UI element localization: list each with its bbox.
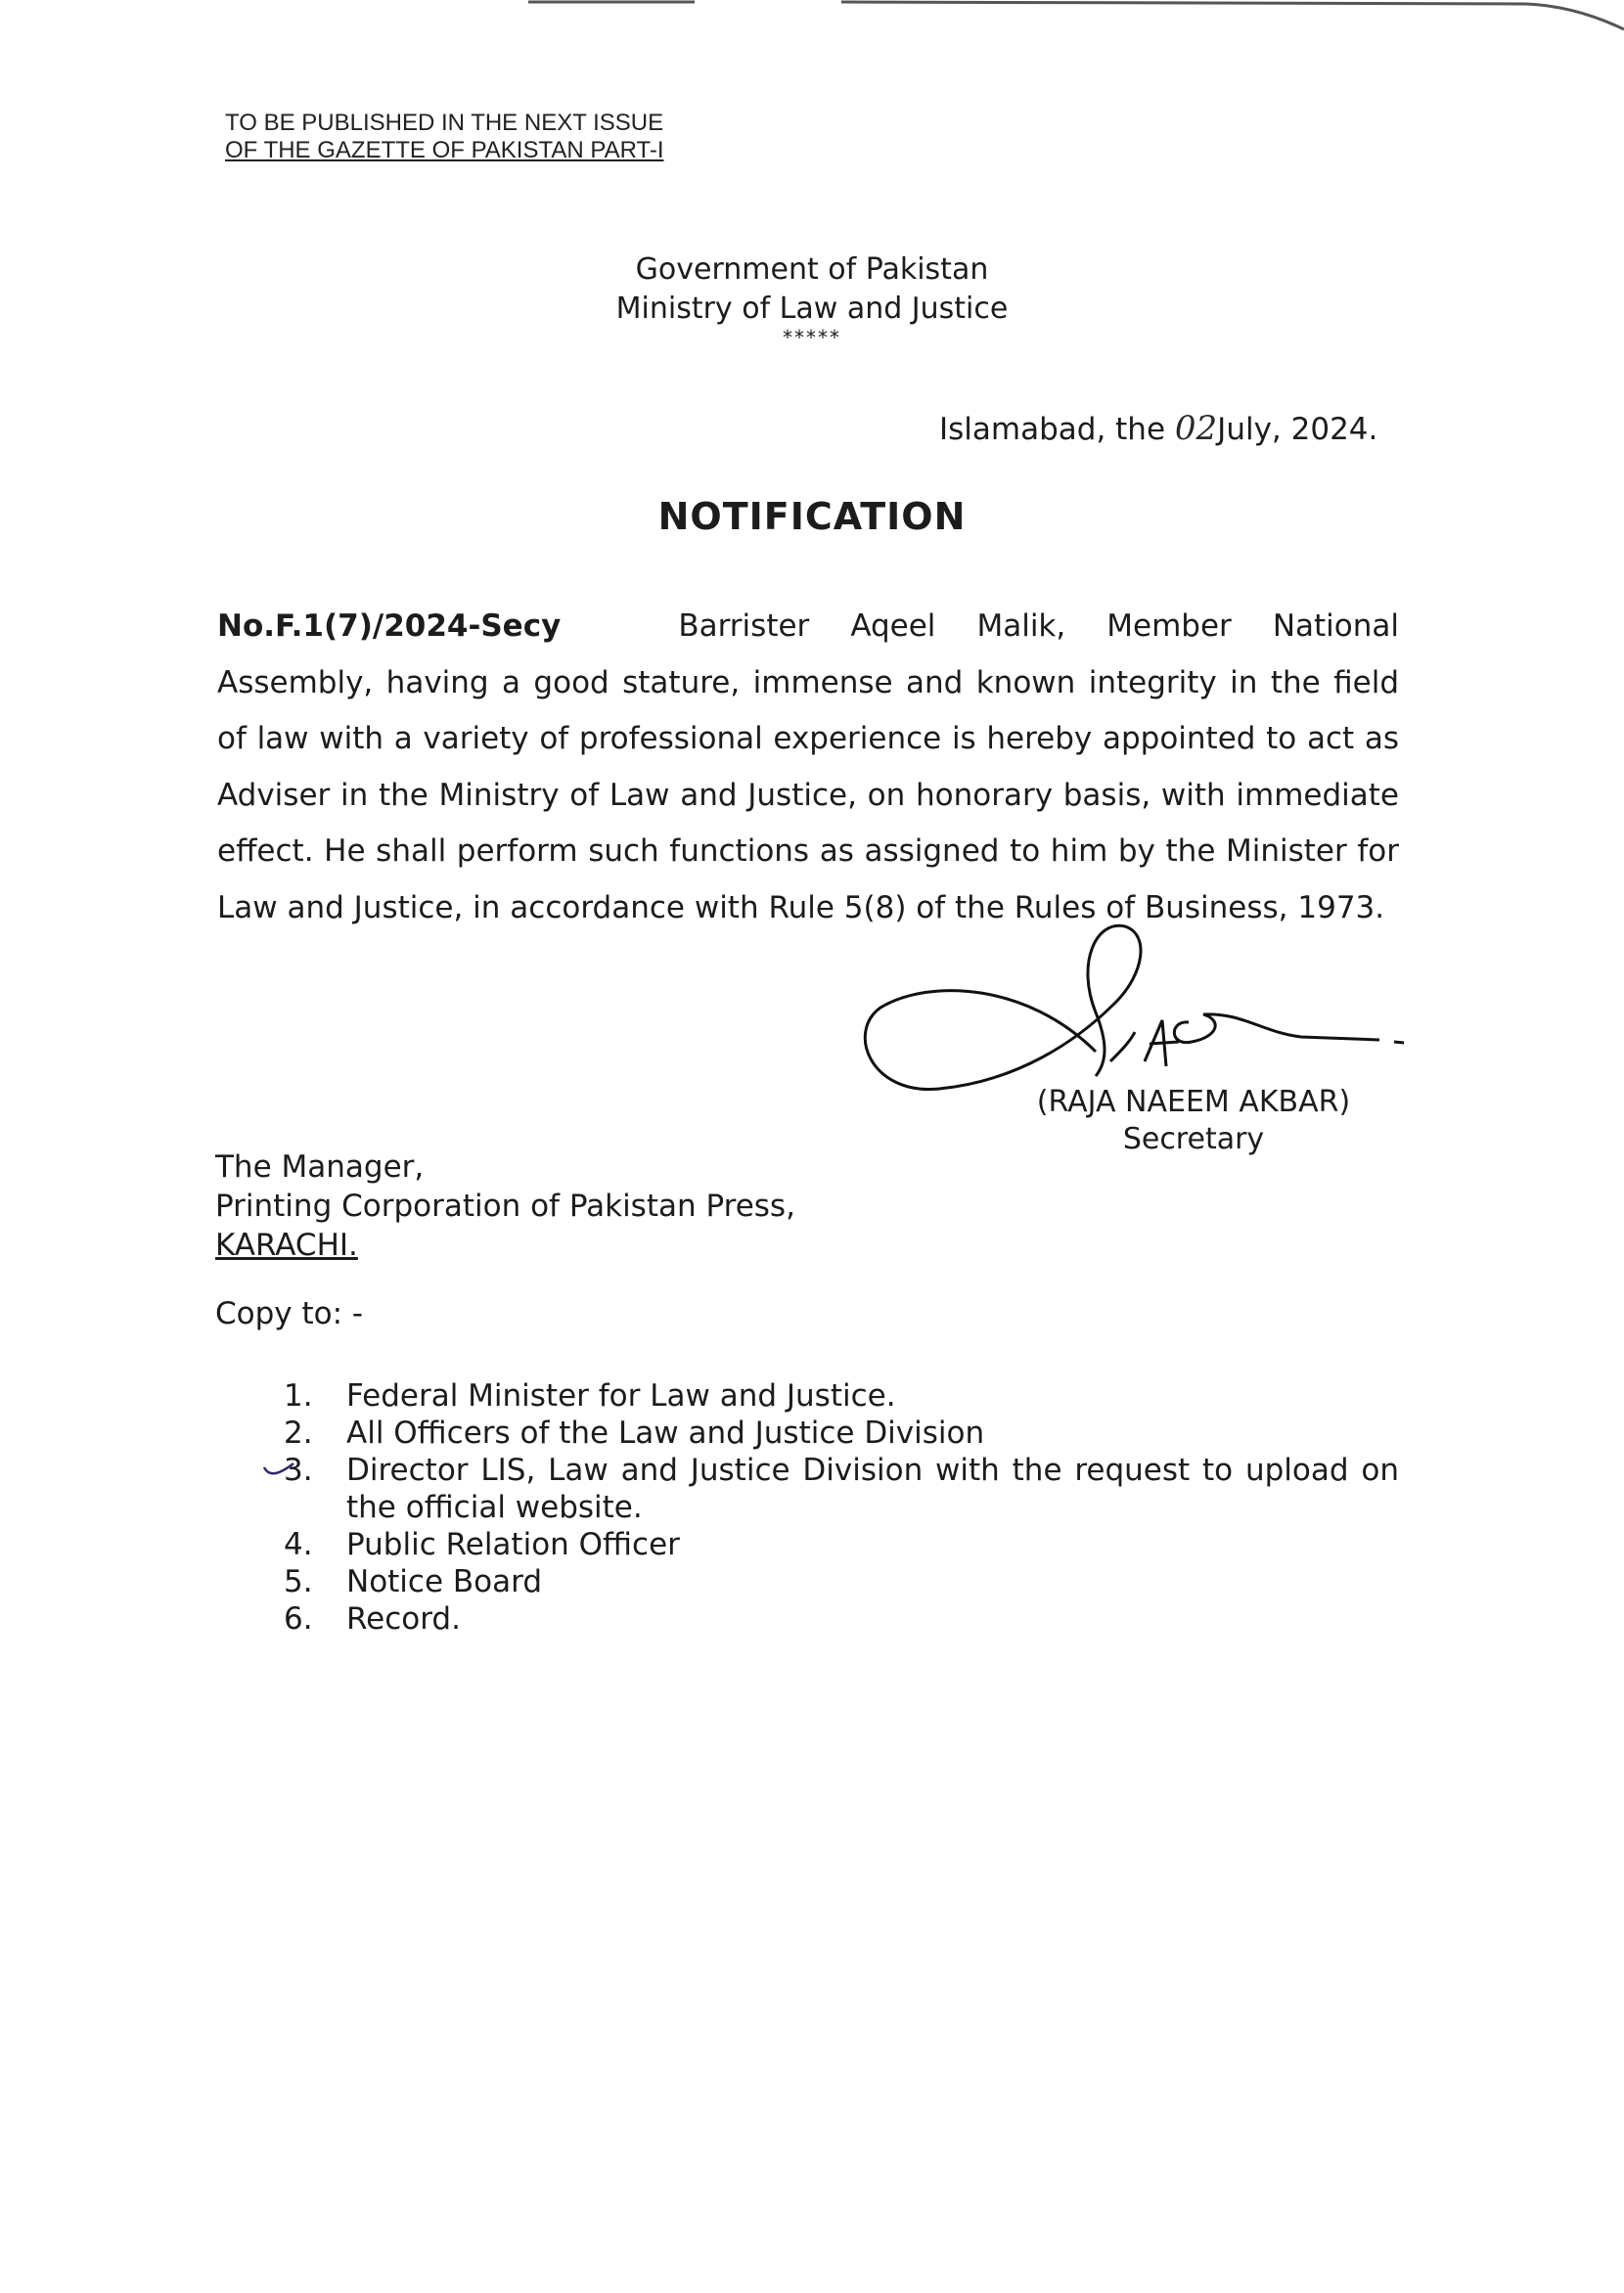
list-item-text: All Officers of the Law and Justice Division (346, 1416, 985, 1451)
list-item-number: 6. (284, 1601, 313, 1637)
copy-to-label: Copy to: - (215, 1296, 364, 1331)
date-suffix: July, 2024. (1217, 412, 1378, 447)
signatory-name: (RAJA NAEEM AKBAR) (1036, 1085, 1351, 1119)
date-prefix: Islamabad, the (939, 412, 1166, 447)
handwritten-tick-mark (262, 1460, 295, 1479)
list-item-number: 2. (284, 1416, 313, 1451)
list-item-number: 4. (284, 1527, 313, 1562)
list-item-text: Director LIS, Law and Justice Division with the request to upload on the official website. (346, 1453, 1399, 1525)
list-item (284, 1452, 1399, 1526)
ministry-name: Ministry of Law and Justice (615, 292, 1009, 326)
notification-body (217, 599, 1399, 936)
list-item (284, 1415, 1399, 1452)
list-item (284, 1526, 1399, 1563)
list-item-number: 5. (284, 1564, 313, 1599)
header-stars: ***** (783, 326, 841, 349)
scan-edge-line (0, 0, 1624, 39)
addressee-line-1: The Manager, (215, 1149, 425, 1185)
signatory-designation: Secretary (1122, 1122, 1265, 1156)
letterhead (548, 250, 1076, 349)
notification-number: No.F.1(7)/2024-Secy (217, 608, 562, 644)
list-item (284, 1563, 1399, 1600)
notification-text: Barrister Aqeel Malik, Member National Assembly, having a good stature, immense and known integrity in the field of law with a variety of professional experience is hereby appointed to act as Adviser in the Ministry of Law and Justice, on honorary basis, with immediate effect. He shall perform such functions as assigned to him by the Minister for Law and Justice, in accordance with Rule 5(8) of the Rules of Business, 1973. (217, 608, 1400, 925)
signature-image (851, 905, 1419, 1105)
list-item-text: Public Relation Officer (346, 1527, 680, 1562)
gazette-line-1: TO BE PUBLISHED IN THE NEXT ISSUE (225, 110, 664, 136)
list-item (284, 1377, 1399, 1415)
copy-to-list (284, 1377, 1399, 1638)
gazette-note (225, 110, 664, 164)
list-item-number: 1. (284, 1378, 313, 1414)
list-item-number: 3. (284, 1453, 313, 1488)
list-item-text: Federal Minister for Law and Justice. (346, 1378, 896, 1414)
list-item-text: Notice Board (346, 1564, 543, 1599)
gazette-line-2: OF THE GAZETTE OF PAKISTAN PART-I (225, 137, 664, 163)
signatory-block (998, 1084, 1389, 1158)
list-item (284, 1600, 1399, 1638)
notification-title: NOTIFICATION (657, 495, 967, 538)
list-item-number-marked (284, 1452, 346, 1526)
addressee-block (215, 1147, 795, 1265)
date-day-handwritten: 02 (1174, 409, 1218, 448)
list-item-text: Record. (346, 1601, 461, 1637)
date-line (939, 409, 1377, 448)
government-name: Government of Pakistan (635, 252, 989, 287)
addressee-line-2: Printing Corporation of Pakistan Press, (215, 1189, 795, 1224)
addressee-city: KARACHI. (215, 1228, 358, 1263)
